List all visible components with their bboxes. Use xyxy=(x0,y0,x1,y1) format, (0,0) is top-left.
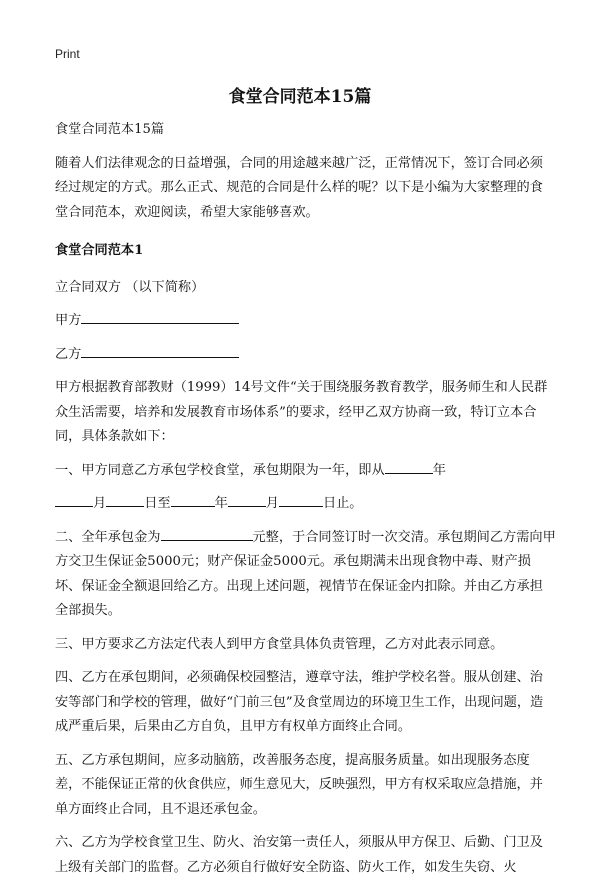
clause-4: 四、乙方在承包期间，必须确保校园整洁，遵章守法，维护学校名誉。服从创建、治安等部门和学校的管理，做好“门前三包”及食堂周边的环境卫生工作，出现问题，造成严重后果，后果由乙方自负，且甲方有权单方面终止合同。 xyxy=(55,670,544,734)
day-end-label: 日止。 xyxy=(322,496,363,511)
print-label[interactable]: Print xyxy=(55,47,80,61)
clause-2-text-a: 二、全年承包金为 xyxy=(55,529,161,545)
intro-paragraph: 随着人们法律观念的日益增强，合同的用途越来越广泛，正常情况下，签订合同必须经过规定的方式。那么正式、规范的合同是什么样的呢？以下是小编为大家整理的食堂合同范本，欢迎阅读，希望大家能够喜欢。 xyxy=(55,155,543,220)
clause-2 xyxy=(55,526,556,624)
clause-6: 六、乙方为学校食堂卫生、防火、治安第一责任人，须服从甲方保卫、后勤、门卫及上级有关部门的监督。乙方必须自行做好安全防盗、防火工作，如发生失窃、火 xyxy=(55,835,543,875)
party-b-line xyxy=(55,343,556,368)
clause-1-line-1 xyxy=(55,459,556,484)
start-month-blank xyxy=(55,492,93,507)
month-label: 月 xyxy=(93,496,107,511)
document-body xyxy=(55,118,556,889)
party-a-line xyxy=(55,309,556,334)
clause-2-text-b: 元整，于合同签订时一次交清。承包期间乙方需向甲方交卫生保证金5000元；财产保证金5000元。承包期满未出现食物中毒、财产损坏、保证金全额退回给乙方。出现上述问题，视情节在保证金内扣除。并由乙方承担全部损失。 xyxy=(55,529,556,618)
year-label: 年 xyxy=(214,496,228,511)
clause-1-line-2 xyxy=(55,492,556,517)
party-b-label: 乙方 xyxy=(55,346,82,362)
start-day-blank xyxy=(106,492,144,507)
contract-amount-blank xyxy=(161,526,253,541)
party-a-label: 甲方 xyxy=(55,313,82,328)
page-title: 食堂合同范本15篇 xyxy=(228,87,372,107)
subtitle: 食堂合同范本15篇 xyxy=(55,122,165,137)
party-a-blank xyxy=(81,309,239,324)
clause-5: 五、乙方承包期间，应多动脑筋，改善服务态度，提高服务质量。如出现服务态度差，不能保证正常的伙食供应，师生意见大，反映强烈，甲方有权采取应急措施，并单方面终止合同，且不退还承包金。 xyxy=(55,752,543,817)
parties-line: 立合同双方 （以下简称） xyxy=(55,279,205,295)
section-heading-1: 食堂合同范本1 xyxy=(55,243,144,258)
end-day-blank xyxy=(279,492,323,507)
clause-3: 三、甲方要求乙方法定代表人到甲方食堂具体负责管理，乙方对此表示同意。 xyxy=(55,636,504,652)
month-label-2: 月 xyxy=(265,496,279,511)
clause-1-text-b: 年 xyxy=(432,462,446,478)
day-to-label: 日至 xyxy=(144,496,171,511)
start-year-blank xyxy=(385,459,433,474)
party-b-blank xyxy=(81,343,239,358)
clause-1-text-a: 一、甲方同意乙方承包学校食堂，承包期限为一年，即从 xyxy=(55,462,385,478)
end-month-blank xyxy=(228,492,266,507)
basis-paragraph: 甲方根据教育部教财（1999）14号文件“关于围绕服务教育教学，服务师生和人民群众生活需要，培养和发展教育市场体系”的要求，经甲乙双方协商一致，特订立本合同，具体条款如下： xyxy=(55,380,548,444)
end-year-blank xyxy=(171,492,215,507)
